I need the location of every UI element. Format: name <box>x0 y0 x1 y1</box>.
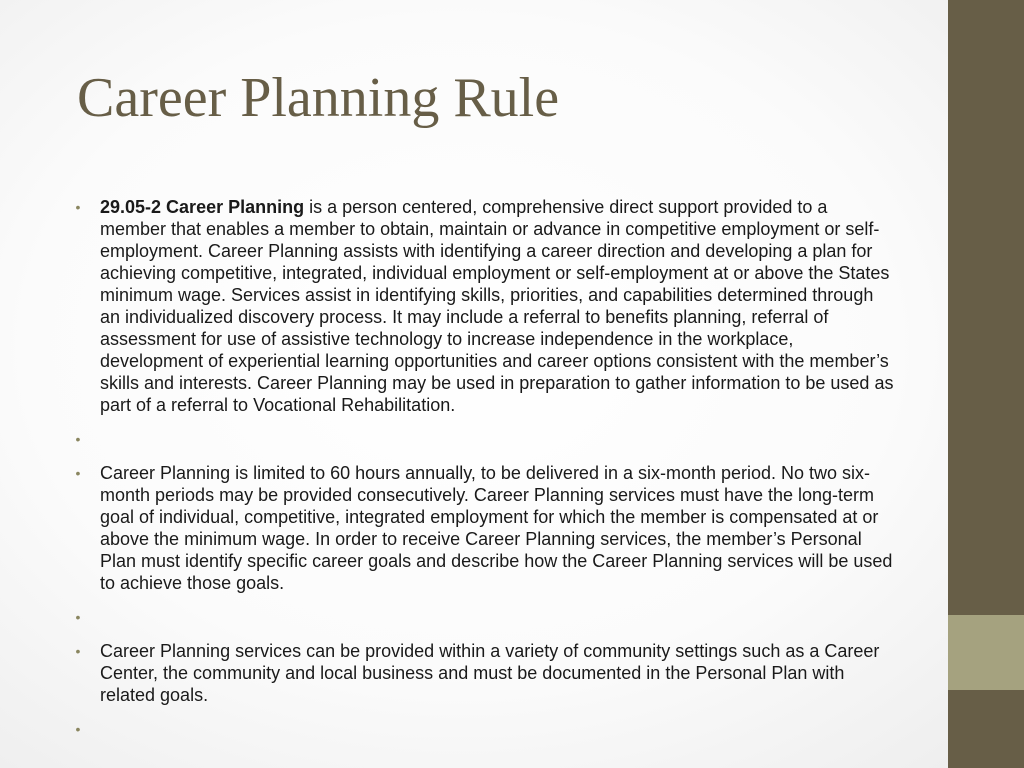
bullet-text: Career Planning services can be provided within a variety of community settings such as a Career Center, the community and local business and must be documented in the Personal Plan with related goals. <box>100 641 880 705</box>
bullet-icon: • <box>75 609 81 625</box>
bullet-icon: • <box>75 721 81 737</box>
bullet-list <box>75 196 898 752</box>
bullet-item <box>75 196 898 416</box>
bullet-text <box>100 197 893 415</box>
slide-title: Career Planning Rule <box>77 67 560 129</box>
bullet-body-text: is a person centered, comprehensive direct support provided to a member that enables a member to obtain, maintain or advance in competitive employment or self-employment. Career Planning assists with identifying a career direction and developing a plan for achieving competitive, integrated, individual employment or self-employment at or above the States minimum wage. Services assist in identifying skills, priorities, and capabilities determined through an individualized discovery process. It may include a referral to benefits planning, referral of assessment for use of assistive technology to increase independence in the workplace, development of experiential learning opportunities and career options consistent with the member’s skills and interests. Career Planning may be used in preparation to gather information to be used as part of a referral to Vocational Rehabilitation. <box>100 197 894 415</box>
bullet-item-empty <box>75 718 898 740</box>
bullet-icon: • <box>75 199 81 215</box>
bullet-item-empty <box>75 428 898 450</box>
bullet-item <box>75 640 898 706</box>
bullet-item <box>75 462 898 594</box>
bullet-text: Career Planning is limited to 60 hours annually, to be delivered in a six-month period. No two six-month periods may be provided consecutively. Career Planning services must have the long-term goal of individual, competitive, integrated employment for which the member is compensated at or above the minimum wage. In order to receive Career Planning services, the member’s Personal Plan must identify specific career goals and describe how the Career Planning services will be used to achieve those goals. <box>100 463 893 593</box>
bullet-icon: • <box>75 643 81 659</box>
bullet-lead-text: 29.05-2 Career Planning <box>100 197 305 217</box>
sidebar-accent-block <box>948 615 1024 690</box>
bullet-item-empty <box>75 606 898 628</box>
bullet-icon: • <box>75 465 81 481</box>
bullet-icon: • <box>75 431 81 447</box>
